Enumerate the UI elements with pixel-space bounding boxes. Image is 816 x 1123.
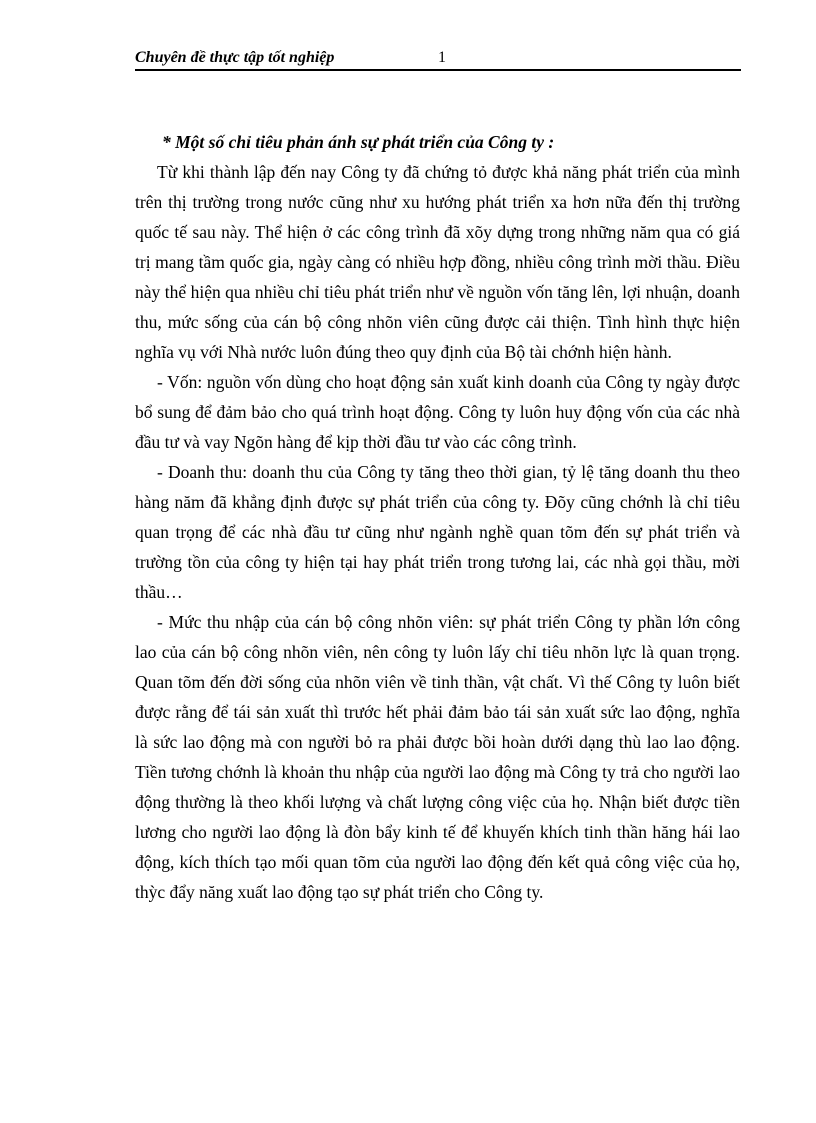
paragraph-capital: - Vốn: nguồn vốn dùng cho hoạt động sản xuất kinh doanh của Công ty ngày được bổ sung để đảm bảo cho quá trình hoạt động. Công ty luôn huy động vốn của các nhà đầu tư và vay Ngõn hàng để kịp thời đầu tư vào các công trình. — [135, 372, 740, 452]
page-number: 1 — [438, 49, 446, 66]
page-header — [135, 47, 741, 71]
paragraph-revenue: - Doanh thu: doanh thu của Công ty tăng theo thời gian, tỷ lệ tăng doanh thu theo hàng năm đã khẳng định được sự phát triển của công ty. Đõy cũng chớnh là chỉ tiêu quan trọng để các nhà đầu tư cũng như ngành nghề quan tõm đến sự phát triển và trường tồn của công ty hiện tại hay phát triển trong tương lai, các nhà gọi thầu, mời thầu… — [135, 462, 740, 602]
paragraph-intro: Từ khi thành lập đến nay Công ty đã chứng tỏ được khả năng phát triển của mình trên thị trường trong nước cũng như xu hướng phát triển xa hơn nữa đến thị trường quốc tế sau này. Thể hiện ở các công trình đã xõy dựng trong những năm qua có giá trị mang tầm quốc gia, ngày càng có nhiều hợp đồng, nhiều công trình mời thầu. Điều này thể hiện qua nhiều chỉ tiêu phát triển như về nguồn vốn tăng lên, lợi nhuận, doanh thu, mức sống của cán bộ công nhõn viên cũng được cải thiện. Tình hình thực hiện nghĩa vụ với Nhà nước luôn đúng theo quy định của Bộ tài chớnh hiện hành. — [135, 162, 740, 362]
section-heading: * Một số chỉ tiêu phản ánh sự phát triển của Công ty : — [162, 132, 555, 152]
paragraph-income: - Mức thu nhập của cán bộ công nhõn viên: sự phát triển Công ty phần lớn công lao của cán bộ công nhõn viên, nên công ty luôn lấy chỉ tiêu nhõn lực là quan trọng. Quan tõm đến đời sống của nhõn viên về tinh thần, vật chất. Vì thế Công ty luôn biết được rằng để tái sản xuất thì trước hết phải đảm bảo tái sản xuất sức lao động, nghĩa là sức lao động mà con người bỏ ra phải được bồi hoàn dưới dạng thù lao lao động. Tiền tương chớnh là khoản thu nhập của người lao động mà Công ty trả cho người lao động thường là theo khối lượng và chất lượng công việc của họ. Nhận biết được tiền lương cho người lao động là đòn bẩy kinh tế để khuyến khích tinh thần hăng hái lao động, kích thích tạo mối quan tõm của người lao động đến kết quả công việc của họ, thỳc đẩy năng xuất lao động tạo sự phát triển cho Công ty. — [135, 612, 740, 902]
header-title: Chuyên đề thực tập tốt nghiệp — [135, 49, 335, 66]
document-body — [135, 127, 740, 907]
